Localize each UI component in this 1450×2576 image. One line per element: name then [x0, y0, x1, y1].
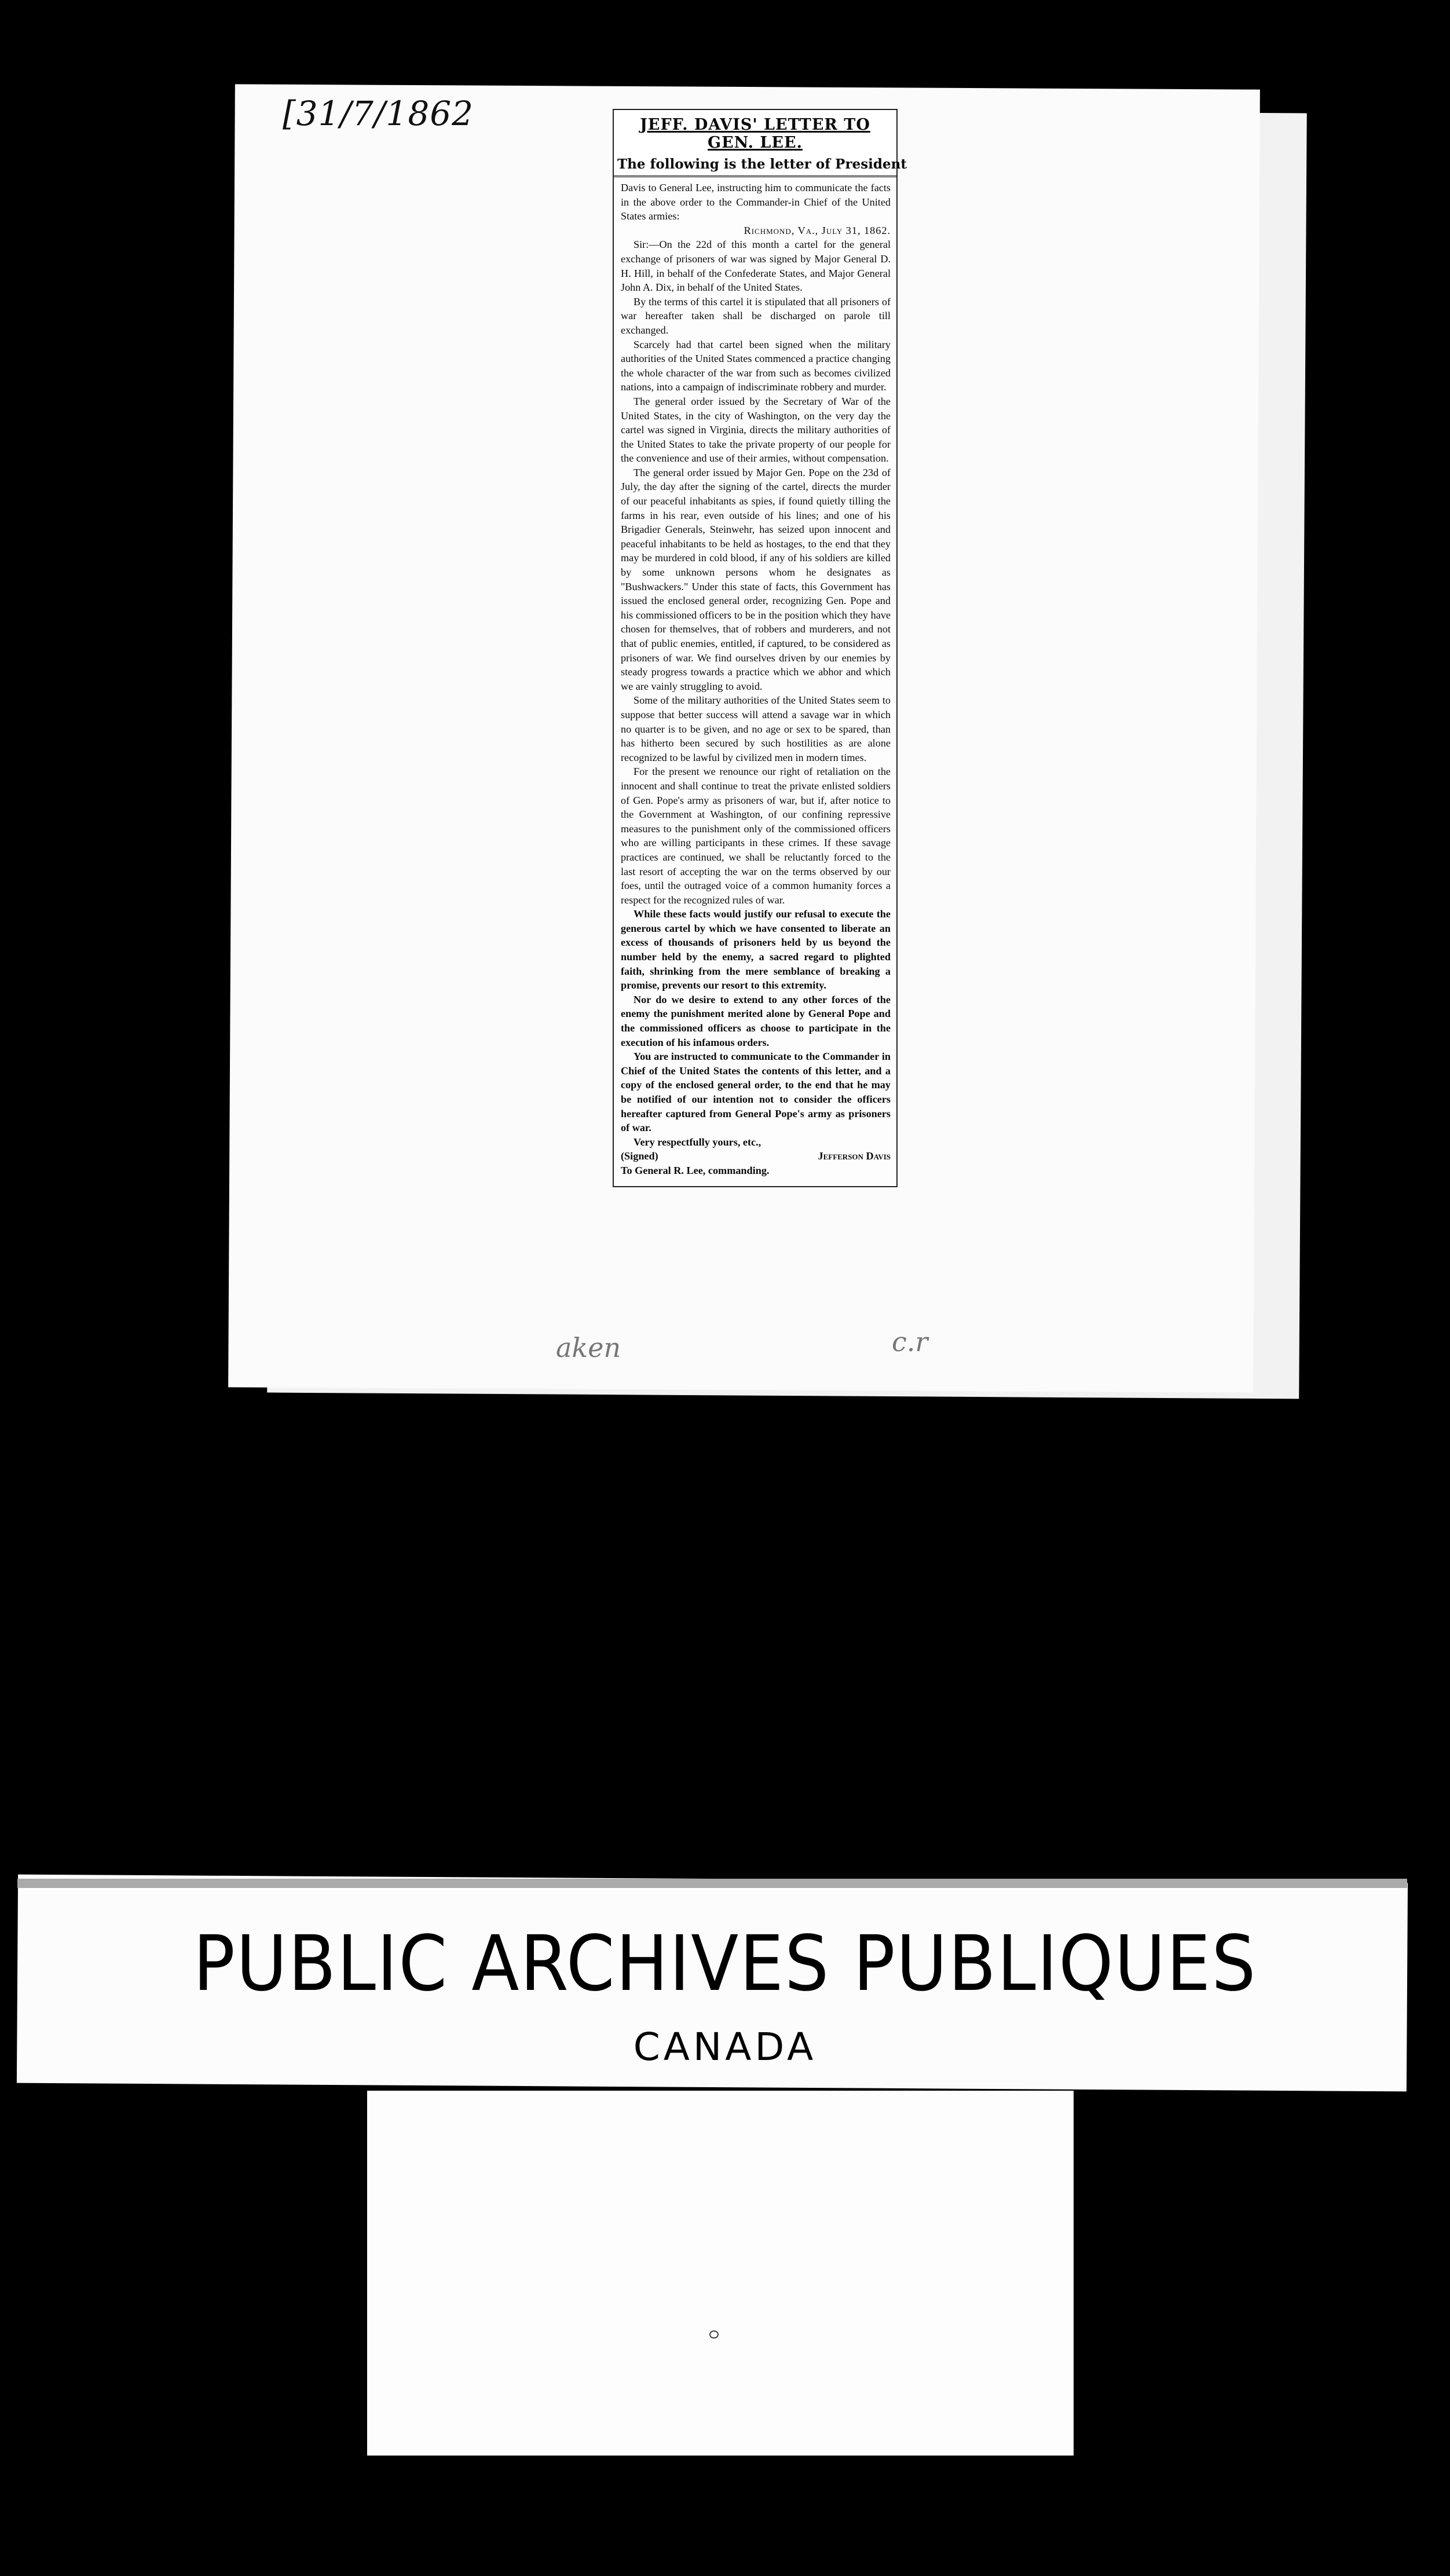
newspaper-clipping [613, 109, 907, 1187]
paragraph: You are instructed to communicate to the Commander in Chief of the United States the contents of this letter, and a copy of the enclosed general order, to the end that he may be notified of our intention not to consider the officers hereafter captured from General Pope's army as prisoners of war. [621, 1051, 891, 1134]
signer-name: Jefferson Davis [818, 1150, 891, 1162]
paragraph: Scarcely had that cartel been signed when the military authorities of the United States commenced a practice changing the whole character of the war from such as becomes civilized nations, into a campaign of indiscriminate robbery and murder. [621, 338, 891, 393]
punch-mark-icon [709, 2330, 719, 2339]
clipping-header [614, 110, 907, 177]
paragraph: Some of the military authorities of the United States seem to suppose that better success will attend a savage war in which no quarter is to be given, and no age or sex to be spared, than has hitherto been secured by such hostilities as are alone recognized to be lawful by civilized men in modern times. [621, 694, 891, 763]
archive-stamp-title: PUBLIC ARCHIVES PUBLIQUES [193, 1920, 1257, 2008]
signed-label: (Signed) [621, 1150, 658, 1162]
archive-reference-note: [31/7/1862 [283, 94, 474, 133]
paragraph: Davis to General Lee, instructing him to communicate the facts in the above order to the Commander-in Chief of the United States armies: [621, 182, 891, 222]
closing-line: Very respectfully yours, etc., [634, 1136, 761, 1148]
signature-row [621, 1149, 891, 1163]
addressee-line: To General R. Lee, commanding. [621, 1164, 770, 1176]
paragraph: The general order issued by the Secretary of War of the United States, in the city of Washington, on the very day the cartel was signed in Virginia, directs the military authorities of the United States to take the private property of our people for the convenience and use of their armies, without compensation. [621, 395, 891, 464]
paragraph: By the terms of this cartel it is stipulated that all prisoners of war hereafter taken shall be discharged on parole till exchanged. [621, 295, 891, 336]
pencil-scribble: c.r [892, 1326, 928, 1357]
dateline: Richmond, Va., July 31, 1862. [744, 224, 891, 236]
pencil-scribble: aken [556, 1332, 621, 1363]
paragraph: The general order issued by Major Gen. Pope on the 23d of July, the day after the signing of the cartel, directs the murder of our peaceful inhabitants as spies, if found quietly tilling the farms in his rear, even outside of his lines; and one of his Brigadier Generals, Steinwehr, has seized upon innocent and peaceful inhabitants to be held as hostages, to the end that they may be murdered in cold blood, if any of his soldiers are killed by some unknown persons whom he designates as "Bushwackers." Under this state of facts, this Government has issued the enclosed general order, recognizing Gen. Pope and his commissioned officers to be in the position which they have chosen for themselves, that of robbers and murderers, and not that of public enemies, entitled, if captured, to be considered as prisoners of war. We find ourselves driven by our enemies by steady progress towards a practice which we abhor and which we are vainly struggling to avoid. [621, 466, 891, 692]
archive-stamp-subtitle: CANADA [633, 2025, 817, 2069]
paragraph: Sir:—On the 22d of this month a cartel for the general exchange of prisoners of war was signed by Major General D. H. Hill, in behalf of the Confederate States, and Major General John A. Dix, in behalf of the United States. [621, 239, 891, 294]
paragraph: While these facts would justify our refusal to execute the generous cartel by which we have consented to liberate an excess of thousands of prisoners held by us beyond the number held by the enemy, a sacred regard to plighted faith, shrinking from the mere semblance of breaking a promise, prevents our resort to this extremity. [621, 908, 891, 991]
band-torn-edge [17, 1879, 1407, 1888]
clipping-intro: The following is the letter of President [617, 156, 907, 172]
clipping-body [614, 177, 896, 1186]
clipping-headline: JEFF. DAVIS' LETTER TO GEN. LEE. [640, 116, 870, 152]
paragraph: Nor do we desire to extend to any other forces of the enemy the punishment merited alone by General Pope and the commissioned officers as choose to participate in the execution of his infamous orders. [621, 993, 891, 1048]
paragraph: For the present we renounce our right of retaliation on the innocent and shall continue to treat the private enlisted soldiers of Gen. Pope's army as prisoners of war, but if, after notice to the Government at Washington, of our confining repressive measures to the punishment only of the commissioned officers who are willing participants in these crimes. If these savage practices are continued, we shall be reluctantly forced to the last resort of accepting the war on the terms observed by our foes, until the outraged voice of a common humanity forces a respect for the recognized rules of war. [621, 766, 891, 906]
lower-card [367, 2091, 1074, 2456]
